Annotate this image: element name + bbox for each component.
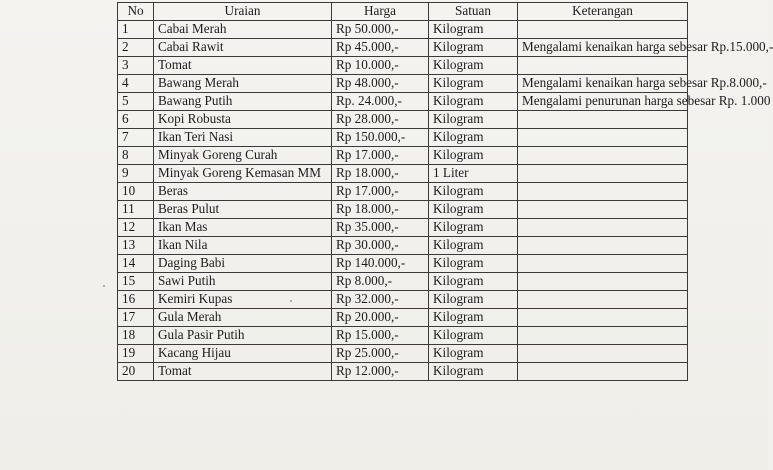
header-satuan: Satuan xyxy=(429,3,518,21)
table-row xyxy=(118,273,688,291)
cell-satuan: Kilogram xyxy=(429,327,518,345)
cell-harga: Rp. 24.000,- xyxy=(332,93,429,111)
cell-harga: Rp 48.000,- xyxy=(332,75,429,93)
table-row xyxy=(118,93,688,111)
cell-keterangan xyxy=(518,57,688,75)
cell-no: 13 xyxy=(118,237,154,255)
cell-satuan: Kilogram xyxy=(429,363,518,381)
cell-satuan: Kilogram xyxy=(429,111,518,129)
table-body xyxy=(118,21,773,381)
cell-harga: Rp 150.000,- xyxy=(332,129,429,147)
cell-keterangan: Mengalami kenaikan harga sebesar Rp.15.000,- xyxy=(518,39,688,57)
cell-satuan: Kilogram xyxy=(429,93,518,111)
cell-keterangan xyxy=(518,147,688,165)
cell-keterangan: Mengalami penurunan harga sebesar Rp. 1.000 xyxy=(518,93,688,111)
cell-uraian: Sawi Putih xyxy=(154,273,332,291)
cell-no: 6 xyxy=(118,111,154,129)
header-no: No xyxy=(118,3,154,21)
cell-no: 8 xyxy=(118,147,154,165)
cell-no: 5 xyxy=(118,93,154,111)
scan-speck xyxy=(103,285,105,287)
cell-keterangan xyxy=(518,165,688,183)
cell-uraian: Tomat xyxy=(154,57,332,75)
cell-keterangan xyxy=(518,21,688,39)
cell-harga: Rp 8.000,- xyxy=(332,273,429,291)
cell-keterangan xyxy=(518,363,688,381)
table-row xyxy=(118,111,688,129)
cell-keterangan: Mengalami kenaikan harga sebesar Rp.8.000,- xyxy=(518,75,688,93)
cell-harga: Rp 17.000,- xyxy=(332,183,429,201)
table-row xyxy=(118,21,688,39)
cell-uraian: Bawang Putih xyxy=(154,93,332,111)
cell-keterangan xyxy=(518,183,688,201)
cell-uraian: Cabai Merah xyxy=(154,21,332,39)
cell-satuan: Kilogram xyxy=(429,309,518,327)
cell-no: 18 xyxy=(118,327,154,345)
cell-harga: Rp 15.000,- xyxy=(332,327,429,345)
cell-harga: Rp 20.000,- xyxy=(332,309,429,327)
table-row xyxy=(118,291,688,309)
cell-satuan: Kilogram xyxy=(429,201,518,219)
cell-harga: Rp 45.000,- xyxy=(332,39,429,57)
cell-satuan: Kilogram xyxy=(429,147,518,165)
cell-no: 12 xyxy=(118,219,154,237)
cell-keterangan xyxy=(518,237,688,255)
cell-satuan: Kilogram xyxy=(429,345,518,363)
cell-harga: Rp 140.000,- xyxy=(332,255,429,273)
table-row xyxy=(118,219,688,237)
cell-keterangan xyxy=(518,111,688,129)
cell-keterangan xyxy=(518,291,688,309)
table-row xyxy=(118,237,688,255)
cell-harga: Rp 30.000,- xyxy=(332,237,429,255)
cell-harga: Rp 12.000,- xyxy=(332,363,429,381)
table-row xyxy=(118,165,688,183)
table-row xyxy=(118,147,688,165)
cell-uraian: Bawang Merah xyxy=(154,75,332,93)
cell-uraian: Ikan Mas xyxy=(154,219,332,237)
cell-harga: Rp 18.000,- xyxy=(332,201,429,219)
cell-satuan: Kilogram xyxy=(429,39,518,57)
table-row xyxy=(118,309,688,327)
cell-uraian: Beras xyxy=(154,183,332,201)
cell-satuan: 1 Liter xyxy=(429,165,518,183)
cell-no: 14 xyxy=(118,255,154,273)
header-harga: Harga xyxy=(332,3,429,21)
cell-keterangan xyxy=(518,255,688,273)
header-keterangan: Keterangan xyxy=(518,3,688,21)
cell-no: 15 xyxy=(118,273,154,291)
cell-satuan: Kilogram xyxy=(429,57,518,75)
table-row xyxy=(118,75,688,93)
table-row xyxy=(118,129,688,147)
table-row xyxy=(118,363,688,381)
cell-uraian: Minyak Goreng Kemasan MM xyxy=(154,165,332,183)
cell-uraian: Cabai Rawit xyxy=(154,39,332,57)
cell-uraian: Ikan Teri Nasi xyxy=(154,129,332,147)
cell-no: 16 xyxy=(118,291,154,309)
table-row xyxy=(118,57,688,75)
cell-no: 1 xyxy=(118,21,154,39)
table-row xyxy=(118,327,688,345)
cell-satuan: Kilogram xyxy=(429,219,518,237)
cell-no: 10 xyxy=(118,183,154,201)
cell-harga: Rp 28.000,- xyxy=(332,111,429,129)
cell-no: 3 xyxy=(118,57,154,75)
cell-harga: Rp 50.000,- xyxy=(332,21,429,39)
table-row xyxy=(118,39,688,57)
cell-no: 20 xyxy=(118,363,154,381)
table-row xyxy=(118,201,688,219)
cell-harga: Rp 32.000,- xyxy=(332,291,429,309)
cell-uraian: Kemiri Kupas xyxy=(154,291,332,309)
cell-no: 7 xyxy=(118,129,154,147)
cell-harga: Rp 18.000,- xyxy=(332,165,429,183)
cell-satuan: Kilogram xyxy=(429,129,518,147)
cell-uraian: Kopi Robusta xyxy=(154,111,332,129)
header-row xyxy=(118,3,688,21)
cell-uraian: Tomat xyxy=(154,363,332,381)
cell-harga: Rp 35.000,- xyxy=(332,219,429,237)
table-row xyxy=(118,183,688,201)
cell-harga: Rp 25.000,- xyxy=(332,345,429,363)
cell-satuan: Kilogram xyxy=(429,273,518,291)
cell-uraian: Gula Pasir Putih xyxy=(154,327,332,345)
cell-keterangan xyxy=(518,129,688,147)
cell-harga: Rp 10.000,- xyxy=(332,57,429,75)
table-row xyxy=(118,345,688,363)
cell-satuan: Kilogram xyxy=(429,237,518,255)
cell-uraian: Ikan Nila xyxy=(154,237,332,255)
table-header xyxy=(118,3,688,21)
cell-keterangan xyxy=(518,273,688,291)
cell-no: 9 xyxy=(118,165,154,183)
table-row xyxy=(118,255,688,273)
cell-keterangan xyxy=(518,309,688,327)
cell-no: 17 xyxy=(118,309,154,327)
cell-no: 19 xyxy=(118,345,154,363)
cell-no: 11 xyxy=(118,201,154,219)
cell-harga: Rp 17.000,- xyxy=(332,147,429,165)
cell-satuan: Kilogram xyxy=(429,255,518,273)
cell-keterangan xyxy=(518,327,688,345)
header-uraian: Uraian xyxy=(154,3,332,21)
cell-no: 4 xyxy=(118,75,154,93)
cell-satuan: Kilogram xyxy=(429,75,518,93)
cell-uraian: Beras Pulut xyxy=(154,201,332,219)
cell-satuan: Kilogram xyxy=(429,291,518,309)
cell-uraian: Minyak Goreng Curah xyxy=(154,147,332,165)
cell-uraian: Daging Babi xyxy=(154,255,332,273)
cell-no: 2 xyxy=(118,39,154,57)
cell-uraian: Kacang Hijau xyxy=(154,345,332,363)
cell-keterangan xyxy=(518,345,688,363)
cell-satuan: Kilogram xyxy=(429,21,518,39)
cell-uraian: Gula Merah xyxy=(154,309,332,327)
cell-satuan: Kilogram xyxy=(429,183,518,201)
cell-keterangan xyxy=(518,219,688,237)
commodity-price-table xyxy=(117,2,773,381)
cell-keterangan xyxy=(518,201,688,219)
